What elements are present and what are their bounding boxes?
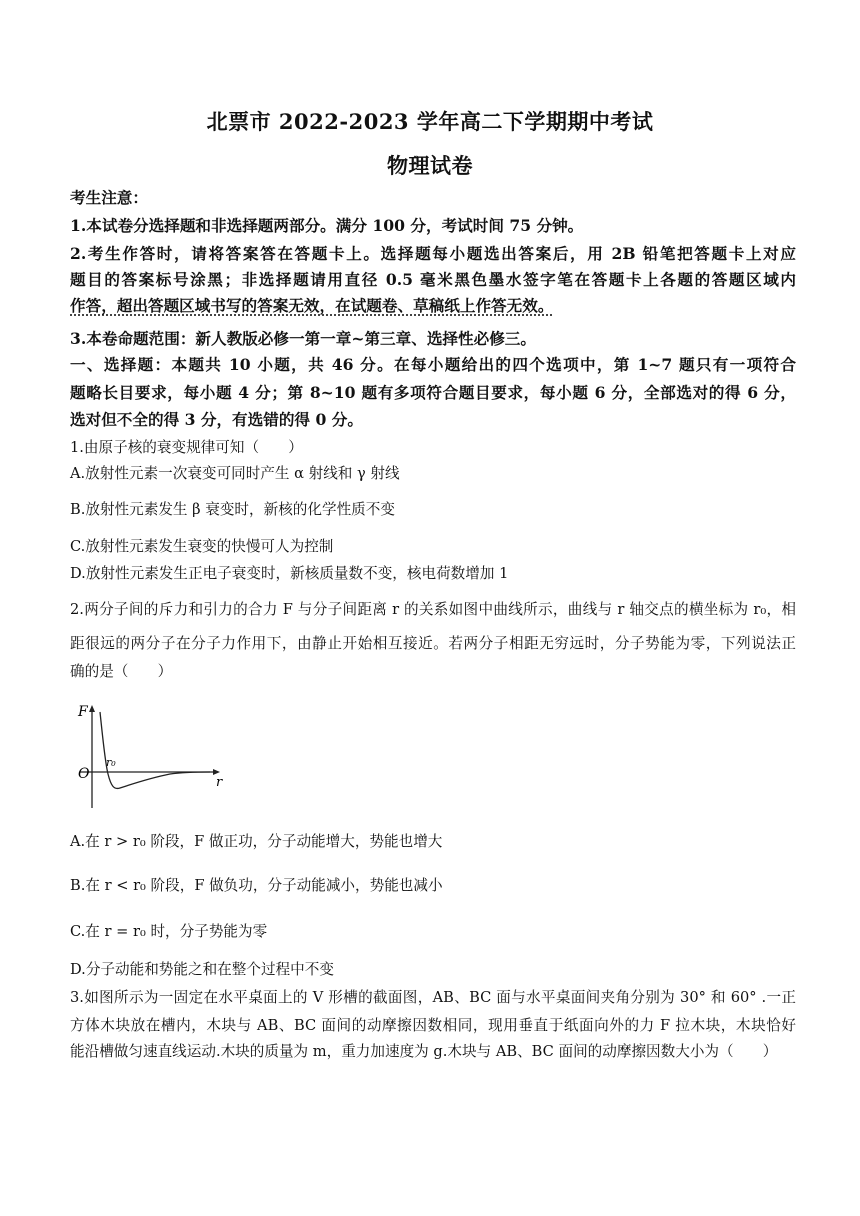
notice-item-1: 1.本试卷分选择题和非选择题两部分。满分 100 分，考试时间 75 分钟。 (70, 216, 584, 235)
notice-item-2-line-1: 2.考生作答时，请将答案答在答题卡上。选择题每小题选出答案后，用 2B 铅笔把答题卡上对应 (70, 244, 796, 263)
section-1-intro-line-1: 一、选择题：本题共 10 小题，共 46 分。在每小题给出的四个选项中，第 1~7 题只有一项符合 (70, 355, 796, 374)
question-3-stem-line-2: 方体木块放在槽内，木块与 AB、BC 面间的动摩擦因数相同，现用垂直于纸面向外的力 F 拉木块，木块恰好 (70, 1017, 796, 1034)
question-2-stem-line-3: 确的是（ ） (70, 663, 173, 680)
r0-label: r₀ (106, 756, 116, 769)
f-axis-label: F (78, 704, 88, 720)
question-1-option-b: B.放射性元素发生 β 衰变时，新核的化学性质不变 (70, 501, 395, 518)
question-1-option-d: D.放射性元素发生正电子衰变时，新核质量数不变，核电荷数增加 1 (70, 565, 509, 582)
question-1-option-a: A.放射性元素一次衰变可同时产生 α 射线和 γ 射线 (70, 465, 400, 482)
notice-item-2-line-3: 作答，超出答题区域书写的答案无效，在试题卷、草稿纸上作答无效。 (70, 296, 554, 315)
question-3-stem-line-1: 3.如图所示为一固定在水平桌面上的 V 形槽的截面图，AB、BC 面与水平桌面间夹角分别为 30° 和 60° .一正 (70, 989, 796, 1006)
force-distance-figure (70, 700, 230, 815)
question-2-stem-line-1: 2.两分子间的斥力和引力的合力 F 与分子间距离 r 的关系如图中曲线所示，曲线与 r 轴交点的横坐标为 r₀，相 (70, 601, 796, 618)
section-1-intro-line-3: 选对但不全的得 3 分，有选错的得 0 分。 (70, 410, 363, 429)
notice-item-3: 3.本卷命题范围：新人教版必修一第一章~第三章、选择性必修三。 (70, 329, 536, 348)
question-1-stem: 1.由原子核的衰变规律可知（ ） (70, 439, 303, 456)
notice-item-2-line-2: 题目的答案标号涂黑；非选择题请用直径 0.5 毫米黑色墨水签字笔在答题卡上各题的答题区域内 (70, 270, 796, 289)
force-distance-graph (70, 700, 230, 815)
exam-title: 北票市 2022-2023 学年高二下学期期中考试 (206, 109, 654, 134)
force-curve (100, 712, 210, 788)
section-1-intro-line-2: 题略长目要求，每小题 4 分；第 8~10 题有多项符合题目要求，每小题 6 分，全部选对的得 6 分， (70, 383, 796, 402)
question-1-option-c: C.放射性元素发生衰变的快慢可人为控制 (70, 538, 334, 555)
question-2-option-c: C.在 r = r₀ 时，分子势能为零 (70, 923, 268, 940)
notice-heading: 考生注意： (70, 188, 148, 207)
origin-label: O (78, 766, 90, 782)
question-2-stem-line-2: 距很远的两分子在分子力作用下，由静止开始相互接近。若两分子相距无穷远时，分子势能为零，下列说法正 (70, 635, 796, 652)
f-axis-arrow-icon (89, 705, 95, 712)
question-2-option-b: B.在 r < r₀ 阶段，F 做负功，分子动能减小，势能也减小 (70, 877, 443, 894)
question-2-option-a: A.在 r > r₀ 阶段，F 做正功，分子动能增大，势能也增大 (70, 833, 443, 850)
r-axis-label: r (216, 775, 223, 790)
exam-subtitle: 物理试卷 (387, 153, 473, 178)
question-3-stem-line-3: 能沿槽做匀速直线运动.木块的质量为 m，重力加速度为 g.木块与 AB、BC 面间的动摩擦因数大小为（ ） (70, 1043, 778, 1060)
question-2-option-d: D.分子动能和势能之和在整个过程中不变 (70, 961, 334, 978)
